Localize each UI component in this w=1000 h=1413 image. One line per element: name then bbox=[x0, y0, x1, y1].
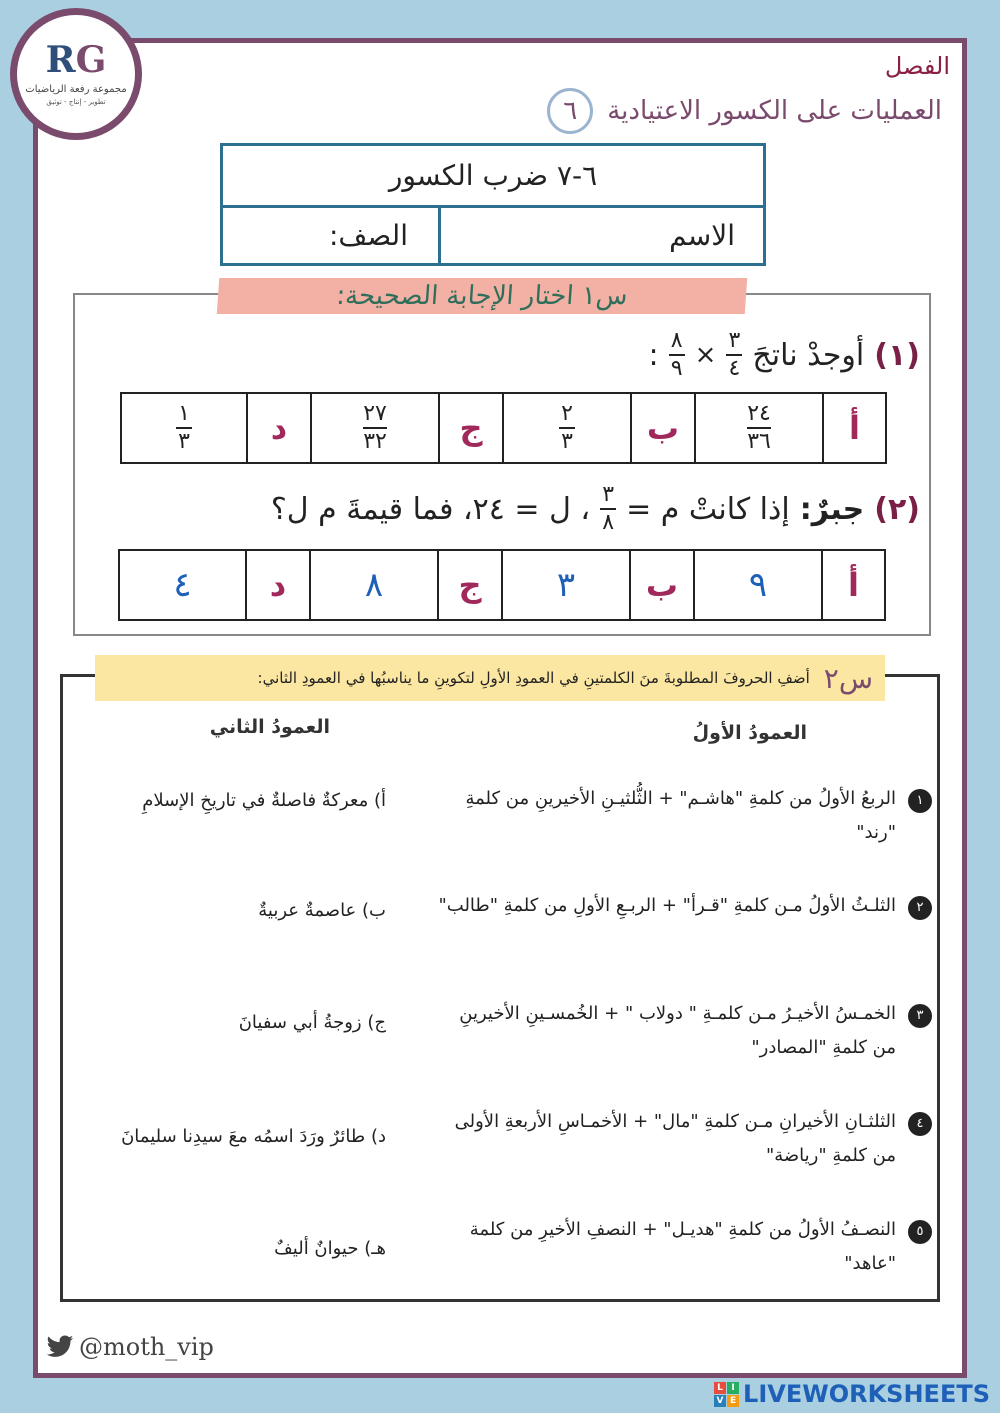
name-field[interactable]: الاسم bbox=[438, 208, 763, 263]
option-letter-a: أ bbox=[822, 394, 885, 462]
fraction-m: $\frac{٣}{٨}$ bbox=[600, 484, 616, 534]
column-2-item[interactable]: ب) عاصمةٌ عربيةٌ bbox=[258, 900, 386, 921]
twitter-bird-icon bbox=[45, 1335, 75, 1359]
q1-item-2-prompt bbox=[271, 484, 920, 534]
option-d-answer[interactable]: ٤ bbox=[173, 565, 192, 605]
item-text: الثلـثُ الأولُ مـن كلمةِ "قـرأ" + الربـعِ الأولِ من كلمةِ "طالب" bbox=[438, 895, 896, 916]
q1-item-2-text: إذا كانتْ م = bbox=[626, 491, 790, 527]
column-2-item[interactable]: هـ) حيوانٌ أليفٌ bbox=[274, 1238, 386, 1259]
lesson-info-table bbox=[220, 143, 766, 266]
question-2-label: س٢ bbox=[823, 661, 873, 695]
question-1-banner: س١ اختار الإجابة الصحيحة: bbox=[217, 278, 748, 314]
option-letter-a: أ bbox=[821, 551, 884, 619]
q1-item-1-text: أوجدْ ناتجَ bbox=[752, 337, 865, 373]
column-2-item[interactable]: د) طائرٌ ورَدَ اسمُه معَ سيدِنا سليمانَ bbox=[121, 1126, 386, 1147]
fraction-b: $\frac{٨}{٩}$ bbox=[669, 330, 685, 380]
social-handle[interactable] bbox=[45, 1333, 214, 1361]
class-field[interactable]: الصف: bbox=[328, 219, 408, 252]
column-1-item bbox=[436, 889, 932, 923]
option-letter-d: د bbox=[245, 551, 309, 619]
q1-item-2-number: (٢) bbox=[874, 491, 920, 527]
option-d-answer[interactable]: $\frac{١}{٣}$ bbox=[122, 394, 246, 462]
option-b-answer[interactable]: ٣ bbox=[501, 551, 629, 619]
unit-title: العمليات على الكسور الاعتيادية bbox=[607, 96, 942, 126]
column-1-item bbox=[436, 1213, 932, 1281]
column-1-item bbox=[436, 782, 932, 850]
item-text: الخمـسُ الأخيـرُ مـن كلمـةِ " دولاب " + الخُمسـينِ الأخيرينِ من كلمةِ "المصادر" bbox=[459, 1003, 896, 1059]
q1-item-2-bold: جبرٌ: bbox=[799, 491, 865, 527]
logo-name: مجموعة رفعة الرياضيات bbox=[25, 84, 127, 95]
logo-tagline: تطوير - إنتاج - توثيق bbox=[46, 98, 106, 106]
multiply-operator: × bbox=[694, 340, 717, 370]
option-letter-b: ب bbox=[629, 551, 693, 619]
fraction-a: $\frac{٣}{٤}$ bbox=[726, 330, 742, 380]
lesson-title: ٦-٧ ضرب الكسور bbox=[223, 146, 763, 208]
q1-item-2-rest: ، ل = ٢٤، فما قيمةَ م ل؟ bbox=[270, 491, 591, 527]
liveworksheets-brand[interactable] bbox=[714, 1380, 990, 1408]
question-2-box bbox=[60, 674, 940, 1302]
option-b-answer[interactable]: $\frac{٢}{٣}$ bbox=[502, 394, 630, 462]
column-1-heading: العمودُ الأولُ bbox=[692, 722, 807, 744]
column-2-item[interactable]: ج) زوجةُ أبي سفيانَ bbox=[238, 1012, 386, 1033]
option-letter-c: ج bbox=[438, 394, 502, 462]
brand-badge-icon: L I V E bbox=[714, 1382, 739, 1407]
q1-item-1-end: : bbox=[648, 337, 659, 373]
item-text: الثلثـانِ الأخيرانِ مـن كلمةِ "مال" + الأخمـاسِ الأربعةِ الأولى من كلمةِ "رياضة" bbox=[454, 1111, 896, 1167]
q1-item-1-number: (١) bbox=[874, 337, 920, 373]
item-number-badge: ٢ bbox=[908, 896, 932, 920]
handle-text: @moth_vip bbox=[79, 1333, 214, 1361]
chapter-label: الفصل bbox=[884, 52, 950, 80]
unit-number-badge: ٦ bbox=[547, 88, 593, 134]
option-letter-c: ج bbox=[437, 551, 501, 619]
column-1-item bbox=[436, 1105, 932, 1173]
q1-item-1-options bbox=[120, 392, 887, 464]
item-number-badge: ٣ bbox=[908, 1004, 932, 1028]
question-2-banner bbox=[95, 655, 885, 701]
item-number-badge: ١ bbox=[908, 789, 932, 813]
column-2-heading: العمودُ الثاني bbox=[209, 716, 330, 738]
option-a-answer[interactable]: $\frac{٢٤}{٣٦}$ bbox=[694, 394, 822, 462]
q1-item-2-options bbox=[118, 549, 886, 621]
column-1-item bbox=[436, 997, 932, 1065]
option-c-answer[interactable]: $\frac{٢٧}{٣٢}$ bbox=[310, 394, 438, 462]
option-c-answer[interactable]: ٨ bbox=[309, 551, 437, 619]
column-2-item[interactable]: أ) معركةٌ فاصلةٌ في تاريخِ الإسلامِ bbox=[142, 790, 386, 811]
q1-item-1-prompt bbox=[648, 330, 920, 380]
logo-mark: RG bbox=[45, 39, 107, 81]
unit-header bbox=[547, 88, 942, 134]
question-2-instruction: أضفِ الحروفَ المطلوبةَ منَ الكلمتينِ في العمودِ الأولِ لتكوينِ ما يناسبُها في العمودِ الثاني: bbox=[257, 669, 810, 687]
group-logo bbox=[10, 8, 142, 140]
option-letter-b: ب bbox=[630, 394, 694, 462]
option-letter-d: د bbox=[246, 394, 310, 462]
option-a-answer[interactable]: ٩ bbox=[693, 551, 821, 619]
item-text: النصـفُ الأولُ من كلمةِ "هديـل" + النصفِ الأخيرِ من كلمة "عاهد" bbox=[469, 1219, 896, 1275]
item-text: الربعُ الأولُ من كلمةِ "هاشـم" + الثُّلثيـنِ الأخيرينِ من كلمةِ "رند" bbox=[465, 788, 896, 844]
item-number-badge: ٥ bbox=[908, 1220, 932, 1244]
item-number-badge: ٤ bbox=[908, 1112, 932, 1136]
brand-text: LIVEWORKSHEETS bbox=[743, 1380, 990, 1408]
